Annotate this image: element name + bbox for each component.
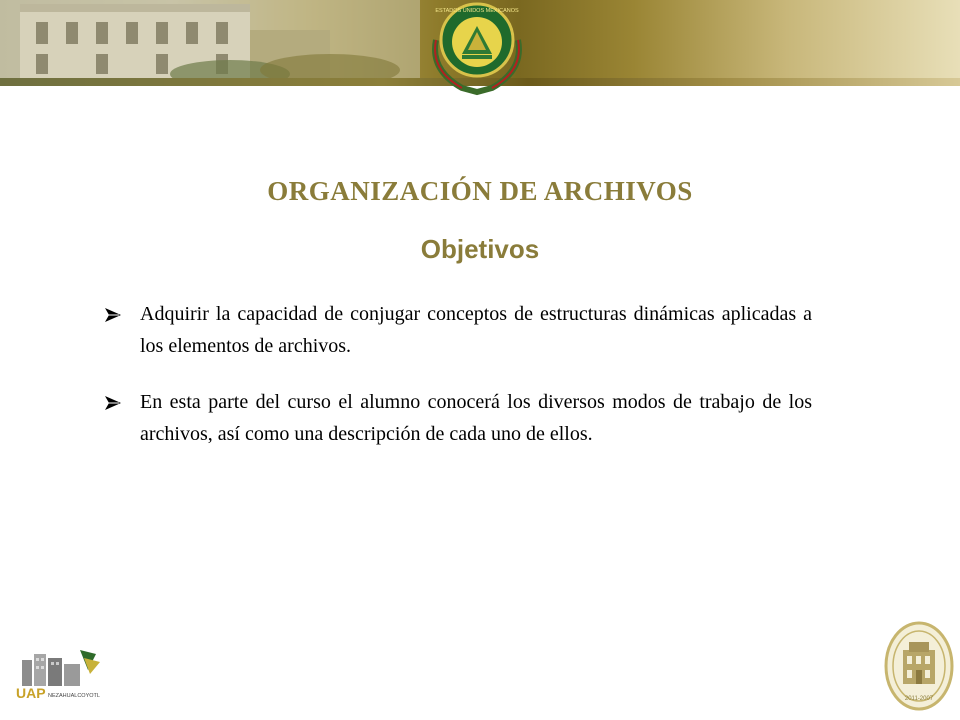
objectives-list xyxy=(104,298,812,474)
emblem-label: ESTADOS UNIDOS MEXICANOS xyxy=(435,8,519,14)
slide-subtitle: Objetivos xyxy=(420,234,540,264)
building-photo xyxy=(0,0,420,86)
list-item xyxy=(104,386,812,450)
seal-years: 2011-2007 xyxy=(904,696,934,702)
bullet-text: Adquirir la capacidad de conjugar conceptos de estructuras dinámicas aplicadas a los elementos de archivos. xyxy=(140,303,812,357)
uap-logo-text: UAP xyxy=(16,685,46,701)
list-item xyxy=(104,298,812,362)
anniversary-seal xyxy=(883,620,955,712)
bullet-text: En esta parte del curso el alumno conocerá los diversos modos de trabajo de los archivos, así como una descripción de cada uno de ellos. xyxy=(140,391,812,445)
arrow-bullet-icon xyxy=(104,307,122,323)
uap-logo xyxy=(14,644,114,704)
uap-logo-subtext: NEZAHUALCOYOTL xyxy=(48,693,100,699)
slide-title: ORGANIZACIÓN DE ARCHIVOS xyxy=(267,176,693,206)
coat-of-arms-emblem xyxy=(422,0,532,96)
arrow-bullet-icon xyxy=(104,395,122,411)
